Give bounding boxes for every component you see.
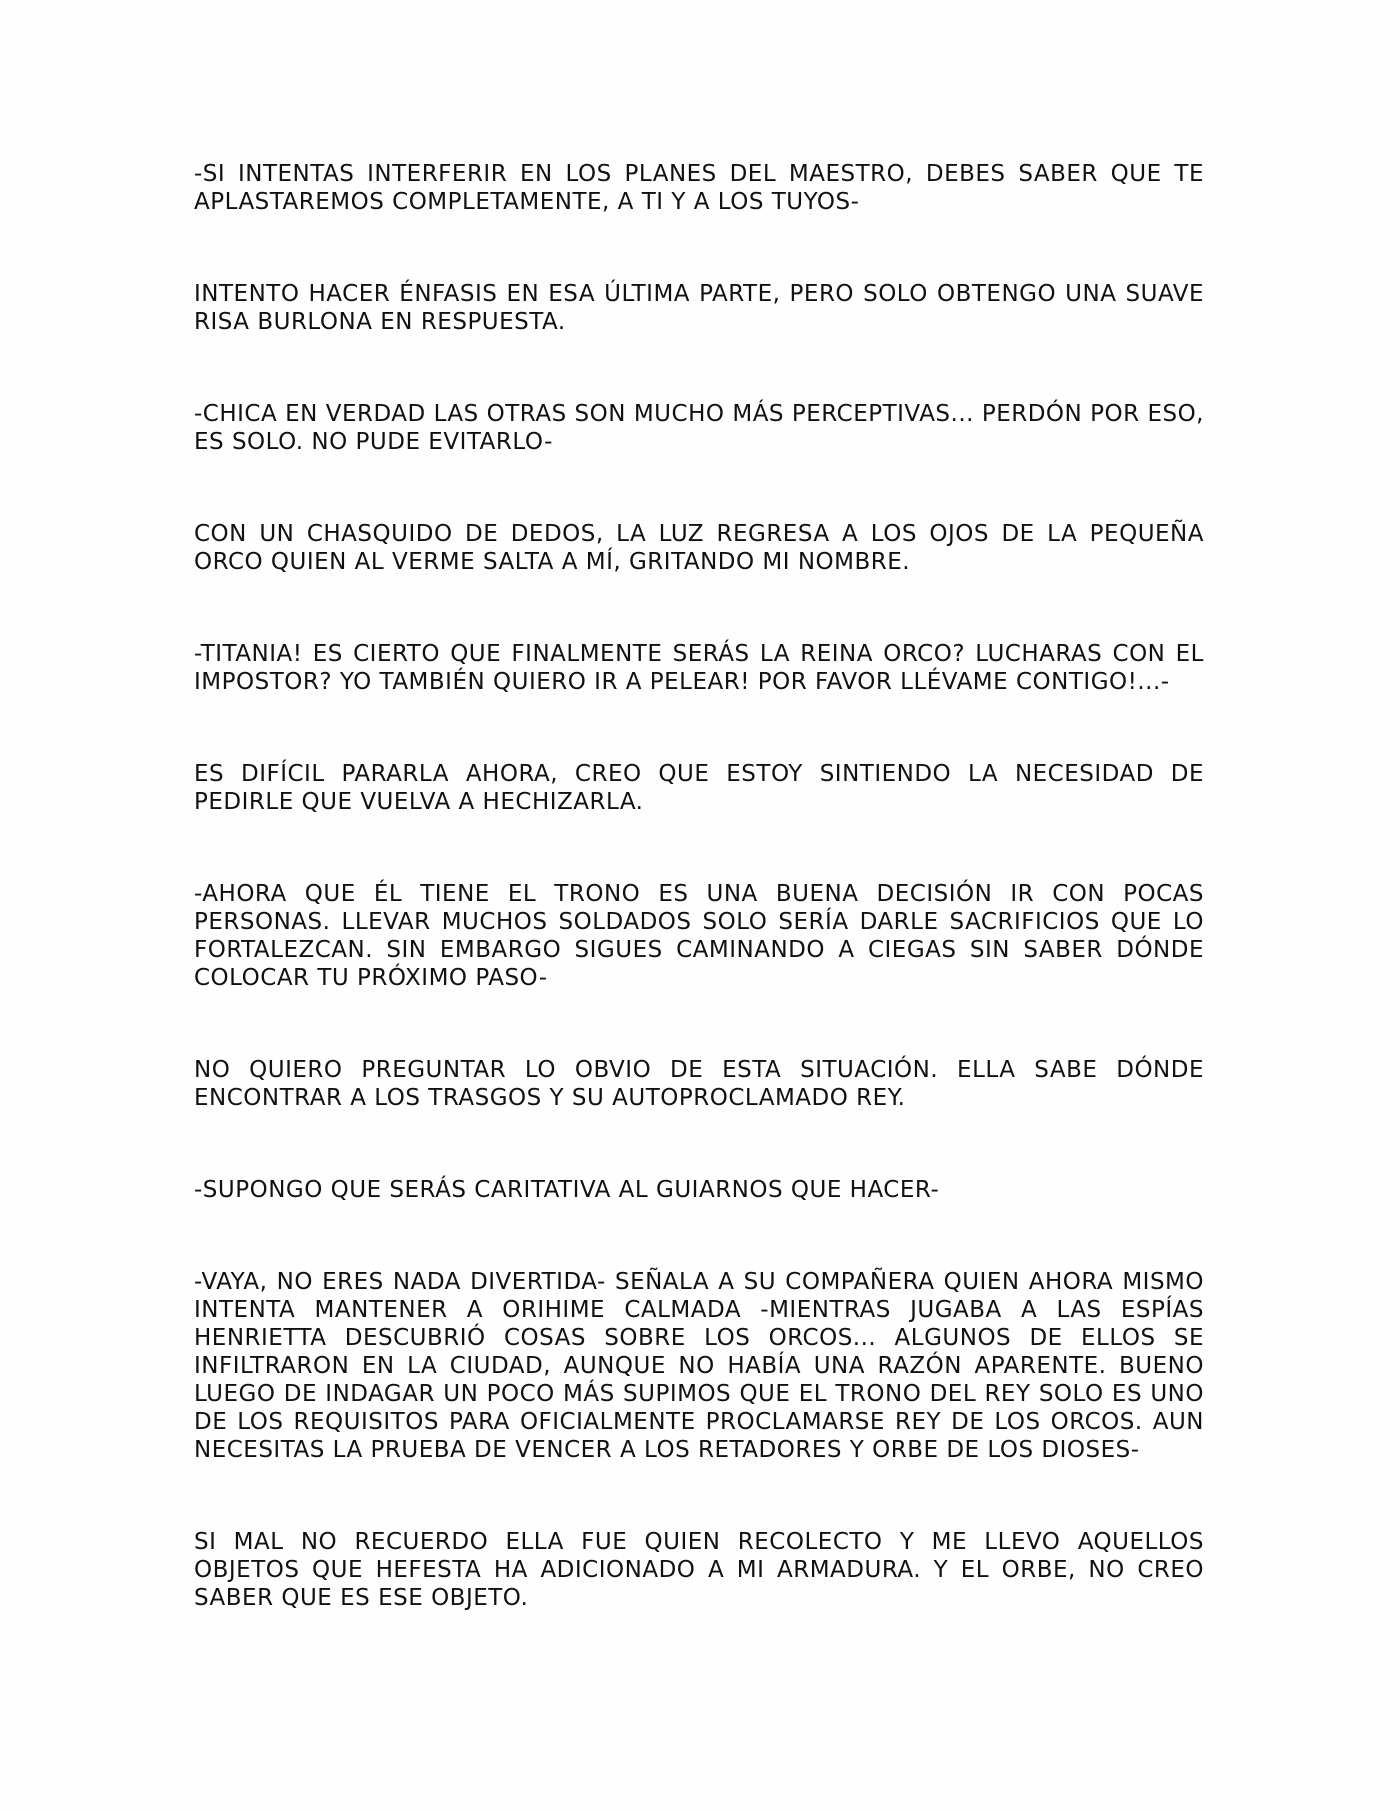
paragraph: SI MAL NO RECUERDO ELLA FUE QUIEN RECOLECTO Y ME LLEVO AQUELLOS OBJETOS QUE HEFESTA HA ADICIONADO A MI ARMADURA. Y EL ORBE, NO CREO SABER QUE ES ESE OBJETO. [194, 1529, 1204, 1611]
paragraph: CON UN CHASQUIDO DE DEDOS, LA LUZ REGRESA A LOS OJOS DE LA PEQUEÑA ORCO QUIEN AL VERME SALTA A MÍ, GRITANDO MI NOMBRE. [194, 521, 1204, 575]
paragraph: -AHORA QUE ÉL TIENE EL TRONO ES UNA BUENA DECISIÓN IR CON POCAS PERSONAS. LLEVAR MUCHOS SOLDADOS SOLO SERÍA DARLE SACRIFICIOS QUE LO FORTALEZCAN. SIN EMBARGO SIGUES CAMINANDO A CIEGAS SIN SABER DÓNDE COLOCAR TU PRÓXIMO PASO- [194, 881, 1204, 991]
paragraph: -VAYA, NO ERES NADA DIVERTIDA- SEÑALA A SU COMPAÑERA QUIEN AHORA MISMO INTENTA MANTENER A ORIHIME CALMADA -MIENTRAS JUGABA A LAS ESPÍAS HENRIETTA DESCUBRIÓ COSAS SOBRE LOS ORCOS... ALGUNOS DE ELLOS SE INFILTRARON EN LA CIUDAD, AUNQUE NO HABÍA UNA RAZÓN APARENTE. BUENO LUEGO DE INDAGAR UN POCO MÁS SUPIMOS QUE EL TRONO DEL REY SOLO ES UNO DE LOS REQUISITOS PARA OFICIALMENTE PROCLAMARSE REY DE LOS ORCOS. AUN NECESITAS LA PRUEBA DE VENCER A LOS RETADORES Y ORBE DE LOS DIOSES- [194, 1269, 1204, 1463]
paragraph: -CHICA EN VERDAD LAS OTRAS SON MUCHO MÁS PERCEPTIVAS... PERDÓN POR ESO, ES SOLO. NO PUDE EVITARLO- [194, 401, 1204, 455]
paragraph: -SI INTENTAS INTERFERIR EN LOS PLANES DEL MAESTRO, DEBES SABER QUE TE APLASTAREMOS COMPLETAMENTE, A TI Y A LOS TUYOS- [194, 161, 1204, 215]
paragraph: -SUPONGO QUE SERÁS CARITATIVA AL GUIARNOS QUE HACER- [194, 1177, 940, 1203]
paragraph: NO QUIERO PREGUNTAR LO OBVIO DE ESTA SITUACIÓN. ELLA SABE DÓNDE ENCONTRAR A LOS TRASGOS Y SU AUTOPROCLAMADO REY. [194, 1057, 1204, 1111]
paragraph: -TITANIA! ES CIERTO QUE FINALMENTE SERÁS LA REINA ORCO? LUCHARAS CON EL IMPOSTOR? YO TAMBIÉN QUIERO IR A PELEAR! POR FAVOR LLÉVAME CONTIGO!...- [194, 641, 1204, 695]
paragraph: INTENTO HACER ÉNFASIS EN ESA ÚLTIMA PARTE, PERO SOLO OBTENGO UNA SUAVE RISA BURLONA EN RESPUESTA. [194, 281, 1204, 335]
paragraph: ES DIFÍCIL PARARLA AHORA, CREO QUE ESTOY SINTIENDO LA NECESIDAD DE PEDIRLE QUE VUELVA A HECHIZARLA. [194, 761, 1204, 815]
